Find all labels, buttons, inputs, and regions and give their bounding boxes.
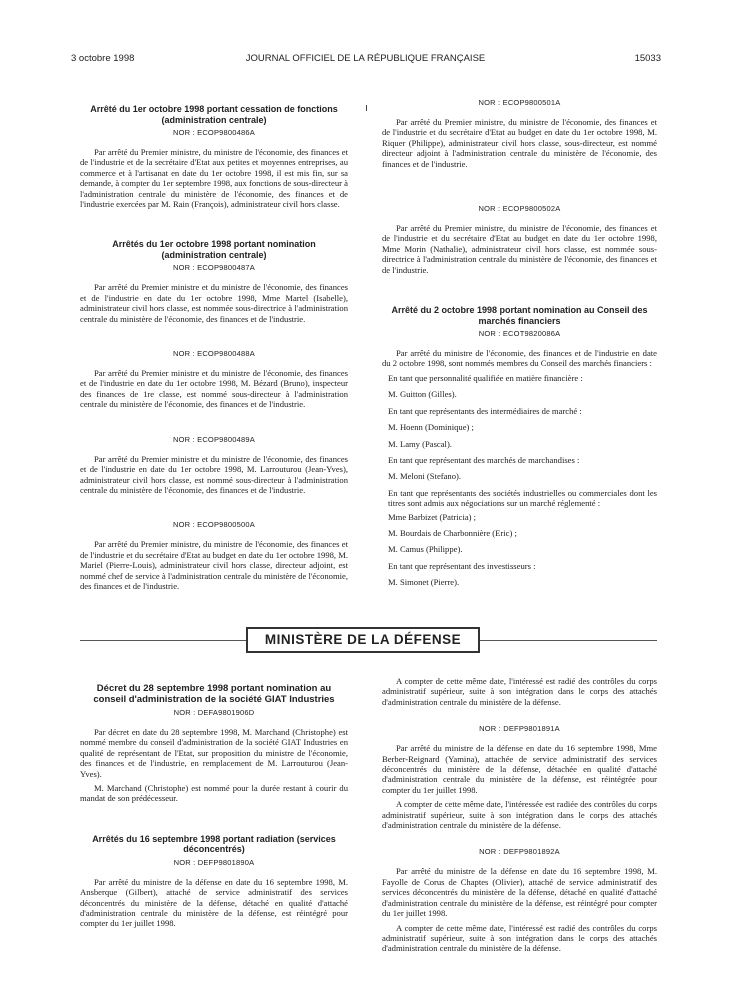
nor-reference: NOR : DEFP9801890A <box>173 857 255 867</box>
paragraph: Par décret en date du 28 septembre 1998, M. Marchand (Christophe) est nommé membre du conseil d'administration de la société GIAT Industries en qualité de représentant de l'Etat, sur proposition du ministre de l'économie, des finances et de l'industrie, en remplacement de M. Larrouturou (Jean-Yves). <box>80 727 348 779</box>
paragraph: Par arrêté du Premier ministre, du ministre de l'économie, des finances et de l'industrie et du secrétaire d'Etat au budget en date du 1er octobre 1998, M. Mariel (Pierre-Louis), administrateur civil hors classe, directeur adjoint, est nommé chef de service à l'administration centrale du ministère de l'économie, des finances et de l'industrie. <box>80 539 348 591</box>
paragraph: Par arrêté du Premier ministre, du ministre de l'économie, des finances et de l'industrie et du secrétaire d'Etat au budget en date du 1er octobre 1998, M. Riquer (Philippe), administrateur civil hors classe, sous-directeur, est nommé directeur adjoint à l'administration centrale du ministère de l'économie, des finances et de l'industrie. <box>382 117 657 169</box>
page-header <box>0 53 731 69</box>
nor-reference: NOR : ECOP9800502A <box>478 204 561 214</box>
paragraph: A compter de cette même date, l'intéressé est radié des contrôles du corps administratif supérieur, suite à son intégration dans le corps des attachés d'administration centrale du ministère de la défense. <box>382 676 657 707</box>
section-title: Arrêtés du 1er octobre 1998 portant nomination (administration centrale) <box>112 239 316 260</box>
column-separator <box>366 105 367 111</box>
paragraph: Par arrêté du ministre de la défense en date du 16 septembre 1998, M. Ansberque (Gilbert), attaché de service administratif des services déconcentrés du ministère de la défense, détaché en qualité d'attaché d'administration centrale du ministère de la défense, est réintégré pour compter du 1er juillet 1998. <box>80 876 348 929</box>
nor-reference: NOR : DEFP9801892A <box>479 847 560 857</box>
nor-reference: NOR : ECOP9800501A <box>478 98 561 107</box>
paragraph: Par arrêté du Premier ministre et du ministre de l'économie, des finances et de l'industrie en date du 1er octobre 1998, M. Bézard (Bruno), inspecteur des finances de 1re classe, est nommé sous-directeur à l'administration centrale du ministère de l'économie, des finances et de l'industrie. <box>80 368 348 410</box>
list-item: M. Lamy (Pascal). <box>388 438 452 449</box>
paragraph: Par arrêté du Premier ministre, du ministre de l'économie, des finances et de l'industrie et de la secrétaire d'Etat aux petites et moyennes entreprises, au commerce et à l'artisanat en date du 1er octobre 1998, il est mis fin, sur sa demande, à compter du 1er septembre 1998, aux fonctions de sous-directeur à l'administration centrale du ministère de l'économie, des finances et de l'industrie exercées par M. Rain (François), administrateur civil hors classe. <box>80 147 348 210</box>
nor-reference: NOR : ECOP9800486A <box>173 128 255 137</box>
nor-reference: NOR : ECOP9800487A <box>173 263 255 273</box>
nor-reference: NOR : ECOT9820086A <box>478 329 561 339</box>
nor-reference: NOR : DEFP9801891A <box>479 724 560 734</box>
section-title: Arrêtés du 16 septembre 1998 portant radiation (services déconcentrés) <box>92 833 336 855</box>
right-column-top <box>382 92 657 594</box>
paragraph: Par arrêté du Premier ministre et du ministre de l'économie, des finances et de l'industrie en date du 1er octobre 1998, M. Larrouturou (Jean-Yves), administrateur civil hors classe, est nommé sous-directeur à l'administration centrale du ministère de l'économie, des finances et de l'industrie. <box>80 453 348 495</box>
ministry-banner: MINISTÈRE DE LA DÉFENSE <box>246 627 480 653</box>
left-column-top <box>80 92 348 595</box>
list-item: M. Hoenn (Dominique) ; <box>388 422 474 433</box>
nor-reference: NOR : ECOP9800500A <box>173 520 255 530</box>
list-item: En tant que représentants des sociétés industrielles ou commerciales dont les titres sont admis aux négociations sur un marché réglementé : <box>388 487 657 509</box>
paragraph: Par arrêté du ministre de l'économie, des finances et de l'industrie en date du 2 octobre 1998, sont nommés membres du Conseil des marchés financiers : <box>382 348 657 369</box>
banner-rule-left <box>80 640 246 641</box>
list-item: En tant que représentant des investisseurs : <box>388 560 536 571</box>
header-page-number: 15033 <box>634 53 661 64</box>
nor-reference: NOR : ECOP9800488A <box>173 349 255 359</box>
header-journal: JOURNAL OFFICIEL DE LA RÉPUBLIQUE FRANÇAISE <box>245 53 486 64</box>
section-title: Arrêté du 2 octobre 1998 portant nomination au Conseil des marchés financiers <box>391 305 648 326</box>
paragraph: Par arrêté du Premier ministre et du ministre de l'économie, des finances et de l'industrie en date du 1er octobre 1998, Mme Martel (Isabelle), administrateur civil hors classe, est nommée sous-directrice à l'administration centrale du ministère de l'économie, des finances et de l'industrie. <box>80 282 348 324</box>
list-item: M. Camus (Philippe). <box>388 544 463 555</box>
right-column-bottom <box>382 676 657 958</box>
section-title: Décret du 28 septembre 1998 portant nomination au conseil d'administration de la société GIAT Industries <box>93 683 335 705</box>
list-item: M. Guitton (Gilles). <box>388 389 457 400</box>
list-item: M. Simonet (Pierre). <box>388 577 460 588</box>
nor-reference: NOR : ECOP9800489A <box>173 434 255 444</box>
paragraph: A compter de cette même date, l'intéressée est radiée des contrôles du corps administratif supérieur, suite à son intégration dans le corps des attachés d'administration centrale du ministère de la défense. <box>382 799 657 831</box>
paragraph: Par arrêté du Premier ministre, du ministre de l'économie, des finances et de l'industrie et du secrétaire d'Etat au budget en date du 1er octobre 1998, Mme Morin (Nathalie), administrateur civil hors classe, est nommée sous-directrice à l'administration centrale du ministère de l'économie, des finances et de l'industrie. <box>382 223 657 275</box>
paragraph: A compter de cette même date, l'intéressé est radié des contrôles du corps administratif supérieur, suite à son intégration dans le corps des attachés d'administration centrale du ministère de la défense. <box>382 922 657 954</box>
paragraph: Par arrêté du ministre de la défense en date du 16 septembre 1998, M. Fayolle de Corus de Chaptes (Olivier), attaché de service administratif des services déconcentrés du ministère de la défense, détaché en qualité d'attaché d'administration centrale du ministère de la défense, est réintégré pour compter du 1er juillet 1998. <box>382 866 657 919</box>
list-item: Mme Barbizet (Patricia) ; <box>388 511 477 522</box>
section-title: Arrêté du 1er octobre 1998 portant cessation de fonctions (administration centrale) <box>90 104 338 125</box>
list-item: En tant que représentants des intermédiaires de marché : <box>388 405 582 416</box>
paragraph: Par arrêté du ministre de la défense en date du 16 septembre 1998, Mme Berber-Reignard (Yamina), attachée de service administratif des services déconcentrés du ministère de la défense, détachée en qualité d'attaché d'administration centrale du ministère de la défense, est réintégrée pour compter du 1er juillet 1998. <box>382 743 657 795</box>
banner-rule-right <box>480 640 657 641</box>
list-item: M. Meloni (Stefano). <box>388 471 462 482</box>
paragraph: M. Marchand (Christophe) est nommé pour la durée restant à courir du mandat de son prédécesseur. <box>80 783 348 804</box>
list-item: En tant que personnalité qualifiée en matière financière : <box>388 372 583 383</box>
left-column-bottom <box>80 676 348 933</box>
list-item: M. Bourdais de Charbonnière (Eric) ; <box>388 527 517 538</box>
header-date: 3 octobre 1998 <box>71 53 135 64</box>
list-item: En tant que représentant des marchés de marchandises : <box>388 454 580 465</box>
nor-reference: NOR : DEFA9801906D <box>173 708 255 717</box>
